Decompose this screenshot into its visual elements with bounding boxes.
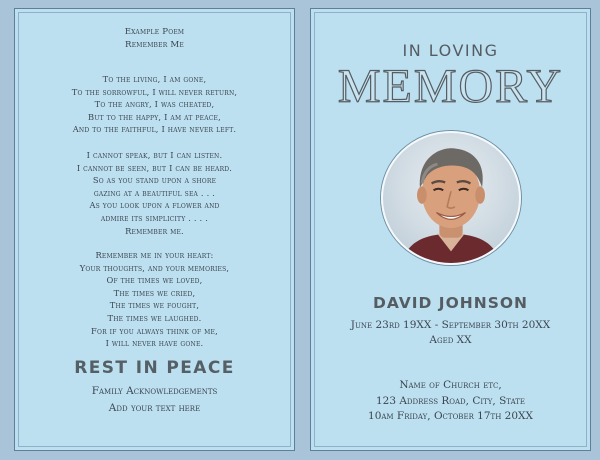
poem-stanza-3 <box>15 249 294 350</box>
portrait-illustration <box>383 133 519 263</box>
poem-title <box>15 26 294 52</box>
right-page <box>310 8 591 451</box>
poem-stanza-1 <box>15 73 294 136</box>
left-page <box>14 8 295 451</box>
life-dates: June 23rd 19XX - September 30th 20XX <box>350 319 551 331</box>
poem-title-line: Example Poem <box>124 27 185 37</box>
age-text: Aged XX <box>429 334 472 346</box>
in-loving-heading: IN LOVING <box>402 41 499 60</box>
poem-line: admire its simplicity . . . . <box>100 212 209 223</box>
poem-line: I cannot speak, but I can listen. <box>86 150 223 160</box>
family-acknowledgements-text: Family Acknowledgements <box>91 385 218 397</box>
service-details <box>311 378 590 425</box>
poem-line: The times we laughed. <box>107 312 202 323</box>
poem-line: Of the times we loved, <box>106 275 203 286</box>
poem-line: Your thoughts, and your memories, <box>79 262 230 273</box>
poem-line: The times we cried, <box>113 287 196 298</box>
service-line: 10am Friday, October 17th 20XX <box>368 410 533 422</box>
poem-line: To the sorrowful, I will never return, <box>71 86 238 97</box>
add-text-placeholder: Add your text here <box>108 402 201 414</box>
poem-line: For if you always think of me, <box>91 325 218 336</box>
service-line: Name of Church etc, <box>399 379 502 391</box>
poem-line: And to the faithful, I have never left. <box>72 124 237 135</box>
poem-line: Remember me. <box>125 225 184 236</box>
service-line: 123 Address Road, City, State <box>375 394 526 407</box>
poem-line: To the angry, I was cheated, <box>94 99 215 110</box>
poem-line: Remember me in your heart: <box>95 250 214 260</box>
deceased-name: DAVID JOHNSON <box>372 294 529 312</box>
poem-line: The times we fought, <box>109 300 200 311</box>
rest-in-peace-heading: REST IN PEACE <box>74 358 235 378</box>
poem-line: To the living, I am gone, <box>102 74 207 84</box>
portrait-photo <box>381 131 521 265</box>
memory-heading: MEMORY <box>337 60 564 113</box>
poem-line: gazing at a beautiful sea . . . <box>93 187 216 198</box>
poem-title-line: Remember Me <box>125 40 184 50</box>
poem-line: As you look upon a flower and <box>89 200 220 211</box>
poem-line: I will never have gone. <box>105 338 204 349</box>
poem-line: So as you stand upon a shore <box>92 175 217 186</box>
poem-line: But to the happy, I am at peace, <box>88 111 221 122</box>
poem-line: I cannot be seen, but I can be heard. <box>76 162 233 173</box>
poem-stanza-2 <box>15 149 294 237</box>
